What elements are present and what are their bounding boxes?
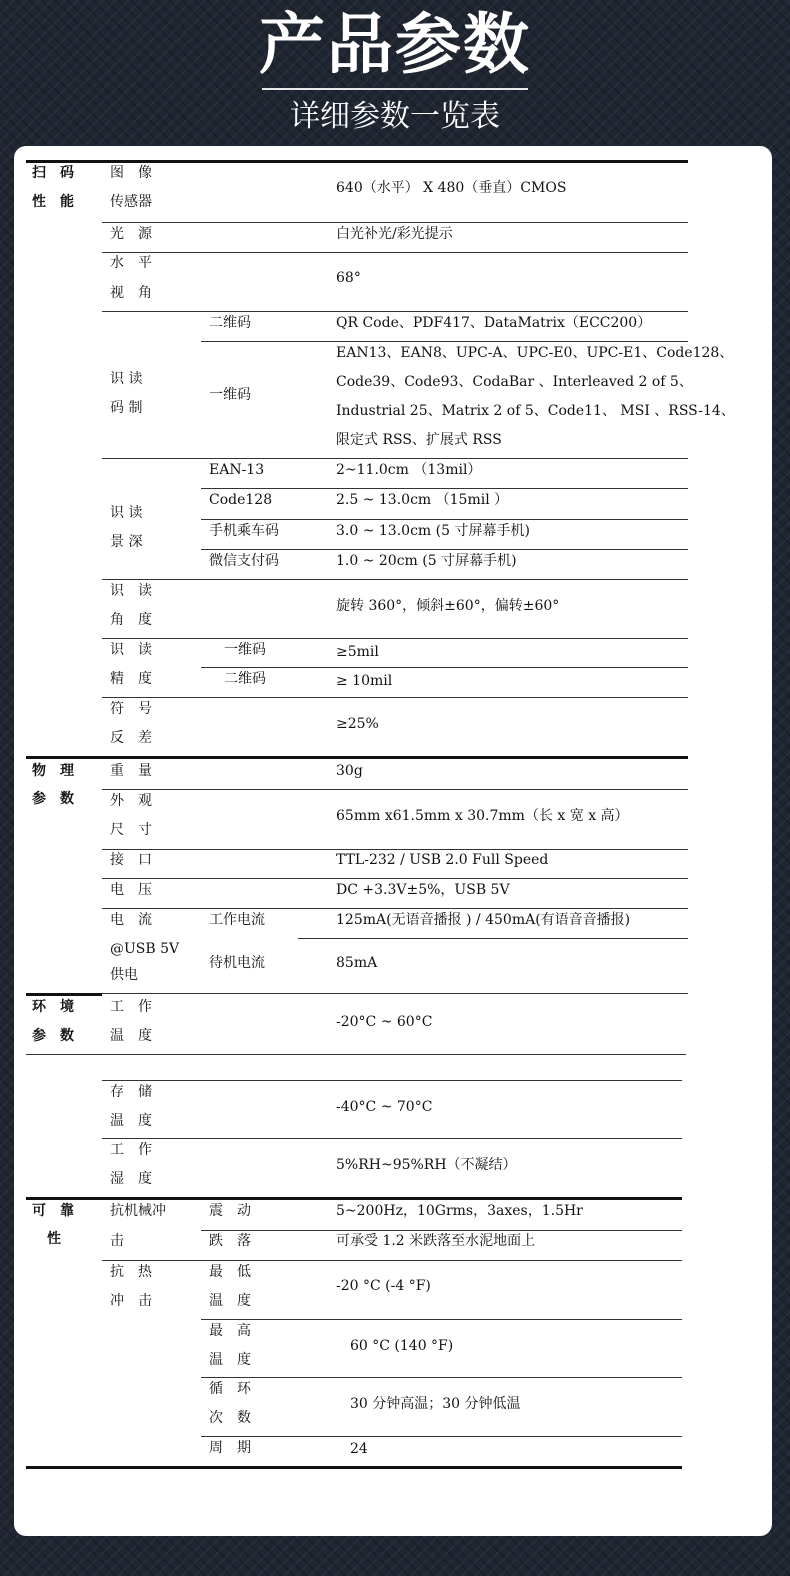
param-label: 符 号 (110, 701, 152, 717)
param-label: 尺 寸 (110, 822, 152, 838)
param-value: 旋转 360°，倾斜±60°，偏转±60° (336, 598, 560, 614)
param-label: @USB 5V (110, 941, 180, 957)
sub-label: EAN-13 (209, 462, 265, 478)
param-value: 可承受 1.2 米跌落至水泥地面上 (336, 1233, 536, 1249)
param-value: 24 (350, 1441, 368, 1457)
param-label: 精 度 (110, 671, 152, 687)
title-divider (262, 88, 528, 90)
sub-label: 手机乘车码 (209, 523, 279, 539)
row-divider (102, 458, 688, 459)
param-label: 工 作 (110, 999, 152, 1015)
row-divider (102, 1080, 682, 1081)
param-label: 外 观 (110, 793, 152, 809)
param-label: 角 度 (110, 612, 152, 628)
spec-table-card (14, 146, 772, 1536)
sub-label: 一维码 (224, 642, 266, 658)
sub-label: 二维码 (209, 315, 251, 331)
sub-label: 温 度 (209, 1352, 251, 1368)
row-divider (201, 667, 688, 668)
param-value: 68° (336, 270, 361, 286)
param-label: 温 度 (110, 1028, 152, 1044)
param-label: 电 压 (110, 882, 152, 898)
param-label: 接 口 (110, 852, 152, 868)
row-divider (102, 252, 688, 253)
row-divider (298, 938, 688, 939)
param-label: 视 角 (110, 285, 152, 301)
param-label: 存 储 (110, 1084, 152, 1100)
param-value: 60 °C (140 °F) (350, 1338, 454, 1354)
param-value: 30g (336, 763, 363, 779)
row-divider (102, 878, 688, 879)
section-rule (26, 1197, 682, 1200)
section-label-scan: 性 能 (32, 194, 74, 210)
row-divider (201, 1377, 682, 1378)
param-value: Industrial 25、Matrix 2 of 5、Code11、 MSI 、RSS-14、 (336, 403, 735, 419)
param-value: TTL-232 / USB 2.0 Full Speed (336, 852, 549, 868)
param-value: 640（水平） X 480（垂直）CMOS (336, 180, 567, 196)
sub-label: 工作电流 (209, 912, 265, 928)
row-divider (26, 1054, 102, 1055)
param-value: ≥25% (336, 716, 379, 732)
row-divider (102, 849, 688, 850)
param-value: 65mm x61.5mm x 30.7mm（长 x 宽 x 高） (336, 808, 629, 824)
param-label: 冲 击 (110, 1293, 152, 1309)
sub-label: 最 低 (209, 1264, 251, 1280)
sub-label: 震 动 (209, 1203, 251, 1219)
row-divider (102, 222, 688, 223)
sub-label: 微信支付码 (209, 553, 279, 569)
param-label: 景 深 (110, 534, 143, 550)
param-label: 图 像 (110, 165, 152, 181)
row-divider (201, 1230, 682, 1231)
section-rule (26, 993, 102, 996)
param-label: 抗 热 (110, 1264, 152, 1280)
sub-label: 一维码 (209, 387, 251, 403)
sub-label: 次 数 (209, 1410, 251, 1426)
row-divider (102, 1054, 686, 1055)
param-label: 电 流 (110, 912, 152, 928)
row-divider (201, 1319, 682, 1320)
param-label: 识 读 (110, 505, 143, 521)
row-divider (102, 1260, 682, 1261)
param-value: 125mA(无语音播报 ) / 450mA(有语音音播报) (336, 912, 631, 928)
row-divider (201, 519, 688, 520)
sub-label: 周 期 (209, 1440, 251, 1456)
sub-label: Code128 (209, 492, 273, 508)
section-label-env: 参 数 (32, 1028, 74, 1044)
param-label: 温 度 (110, 1113, 152, 1129)
param-label: 击 (110, 1233, 124, 1249)
sub-label: 待机电流 (209, 955, 265, 971)
section-rule (26, 1466, 682, 1469)
row-divider (201, 488, 688, 489)
sub-label: 循 环 (209, 1381, 251, 1397)
row-divider (102, 789, 688, 790)
section-label-physical: 参 数 (32, 791, 74, 807)
row-divider (201, 549, 688, 550)
section-label-reliability: 可 靠 (32, 1203, 74, 1219)
page-title: 产品参数 (259, 6, 531, 83)
sub-label: 最 高 (209, 1323, 251, 1339)
param-label: 识 读 (110, 371, 143, 387)
param-label: 湿 度 (110, 1171, 152, 1187)
sub-label: 温 度 (209, 1293, 251, 1309)
param-label: 码 制 (110, 400, 143, 416)
param-value: 2~11.0cm （13mil） (336, 462, 482, 478)
param-label: 抗机械冲 (110, 1203, 166, 1219)
param-value: 2.5 ~ 13.0cm （15mil ） (336, 492, 509, 508)
section-rule (26, 756, 688, 759)
row-divider (201, 1436, 682, 1437)
param-value: 5~200Hz，10Grms，3axes，1.5Hr (336, 1203, 583, 1219)
param-value: 限定式 RSS、扩展式 RSS (336, 432, 502, 448)
param-label: 工 作 (110, 1142, 152, 1158)
param-label: 重 量 (110, 763, 152, 779)
row-divider (102, 638, 688, 639)
row-divider (201, 341, 688, 342)
param-value: 3.0 ~ 13.0cm (5 寸屏幕手机) (336, 523, 530, 539)
param-value: QR Code、PDF417、DataMatrix（ECC200） (336, 315, 652, 331)
row-divider (102, 579, 688, 580)
param-value: ≥5mil (336, 644, 379, 660)
param-value: 白光补光/彩光提示 (336, 226, 453, 242)
param-value: 30 分钟高温；30 分钟低温 (350, 1396, 521, 1412)
param-label: 反 差 (110, 730, 152, 746)
param-value: 1.0 ~ 20cm (5 寸屏幕手机) (336, 553, 517, 569)
param-value: ≥ 10mil (336, 673, 393, 689)
row-divider (102, 1138, 682, 1139)
row-divider (102, 993, 688, 994)
section-rule (26, 160, 688, 163)
row-divider (102, 697, 688, 698)
param-value: EAN13、EAN8、UPC-A、UPC-E0、UPC-E1、Code128、 (336, 345, 734, 361)
section-label-physical: 物 理 (32, 763, 74, 779)
section-label-env: 环 境 (32, 999, 74, 1015)
section-label-reliability: 性 (47, 1231, 61, 1247)
page-subtitle: 详细参数一览表 (290, 99, 500, 134)
param-label: 水 平 (110, 255, 152, 271)
param-value: DC +3.3V±5%，USB 5V (336, 882, 510, 898)
param-label: 传感器 (110, 194, 152, 210)
param-value: -20°C ~ 60°C (336, 1014, 433, 1030)
param-label: 识 读 (110, 583, 152, 599)
param-value: -40°C ~ 70°C (336, 1099, 433, 1115)
param-value: Code39、Code93、CodaBar 、Interleaved 2 of 5、 (336, 374, 693, 390)
sub-label: 跌 落 (209, 1233, 251, 1249)
param-label: 光 源 (110, 226, 152, 242)
param-value: 5%RH~95%RH（不凝结） (336, 1157, 517, 1173)
row-divider (102, 311, 688, 312)
sub-label: 二维码 (224, 671, 266, 687)
param-label: 识 读 (110, 642, 152, 658)
param-value: -20 °C (-4 °F) (336, 1278, 431, 1294)
row-divider (102, 908, 688, 909)
param-value: 85mA (336, 955, 378, 971)
section-label-scan: 扫 码 (32, 165, 74, 181)
param-label: 供电 (110, 967, 138, 983)
